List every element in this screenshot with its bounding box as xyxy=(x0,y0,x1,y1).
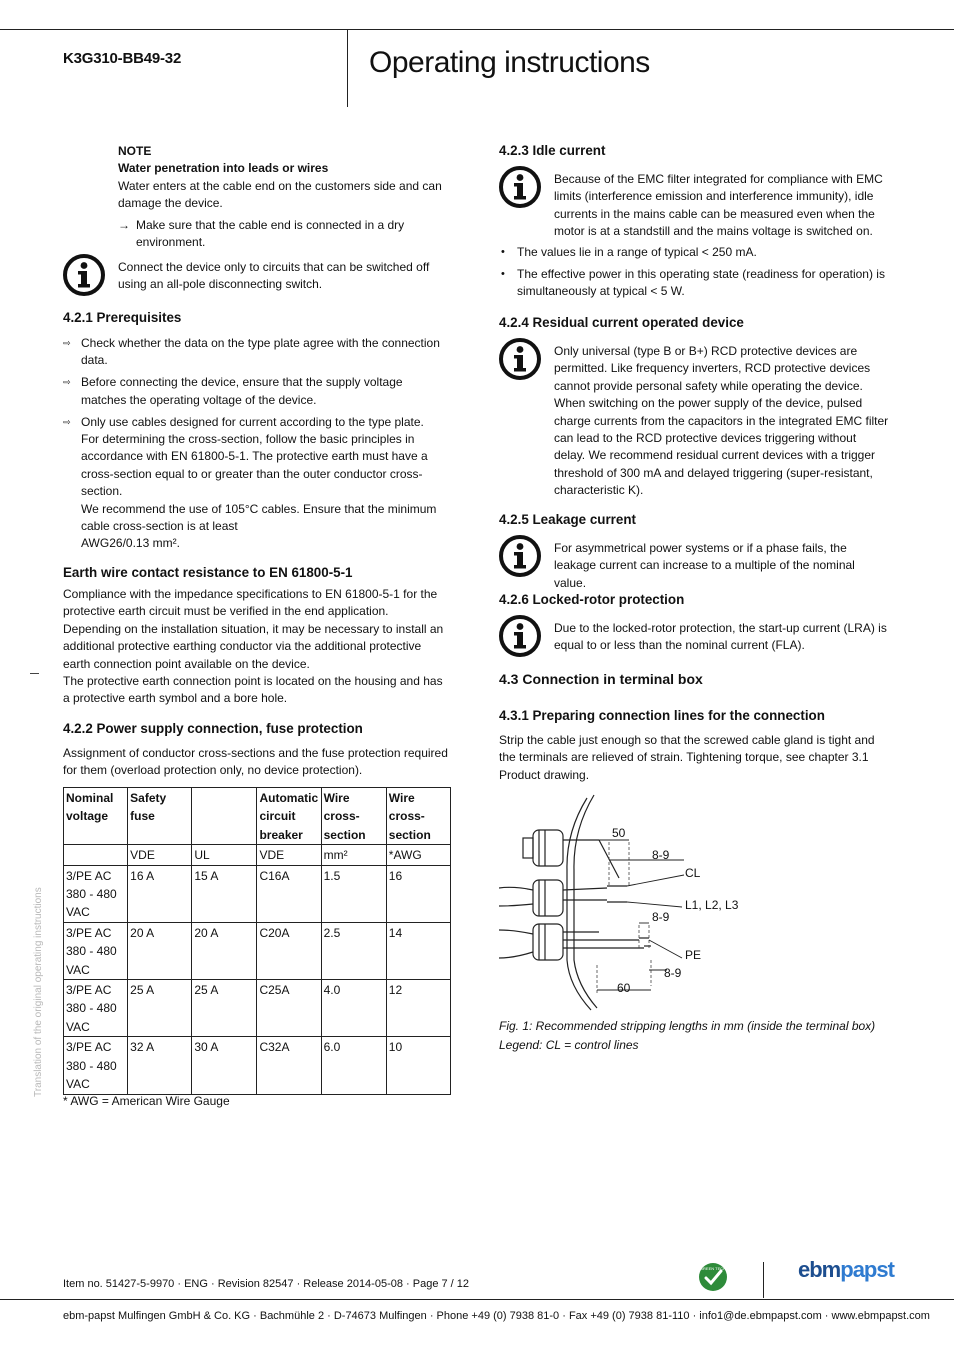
table-header-cell xyxy=(192,788,257,845)
arrow-right-icon: → xyxy=(118,217,130,232)
table-cell: C25A xyxy=(257,980,321,1037)
table-cell: 10 xyxy=(386,1037,450,1094)
prereq-item-3-detail: For determining the cross-section, follow the basic principles in accordance with EN 61800-5-1. The protective earth must have a cross-section equal to or greater than the outer conductor cross-section. xyxy=(81,432,428,499)
table-header-cell: Wire cross-section xyxy=(321,788,386,845)
lock-heading: 4.2.6 Locked-rotor protection xyxy=(499,592,685,607)
table-cell: 3/PE AC 380 - 480 VAC xyxy=(64,980,128,1037)
bullet-dot-icon: • xyxy=(501,267,505,280)
lock-info-text: Due to the locked-rotor protection, the start-up current (LRA) is equal to or less than the nominal current (FLA). xyxy=(554,621,887,653)
cable-gland-1 xyxy=(533,830,563,866)
dim-8-9-label-a: 8-9 xyxy=(652,848,670,862)
cable-gland-3 xyxy=(533,924,563,960)
table-row xyxy=(64,980,451,1037)
earth-paragraph-3: The protective earth connection point is located on the housing and has a protective earth symbol and a bore hole. xyxy=(63,674,443,706)
prereq-item-3-cable: We recommend the use of 105°C cables. Ensure that the minimum cable cross-section is at least xyxy=(81,501,437,534)
table-cell: 30 A xyxy=(192,1037,257,1094)
idle-bullets xyxy=(499,244,891,305)
rcd-info-text: Only universal (type B or B+) RCD protective devices are permitted. Like frequency inverters, RCD protective devices cannot provide personal safety while operating the device. When switching on the power supply of the device, pulsed charge currents from the capacitors in the integrated EMC filter can lead to the RCD protective devices triggering without delay. We recommend residual current devices with a trigger threshold of 300 mA and delayed triggering (super-resistant, characteristic K). xyxy=(554,344,889,498)
note-text: Water enters at the cable end on the customers side and can damage the device. xyxy=(118,178,442,211)
stripping-length-figure xyxy=(499,790,759,1012)
table-cell: 1.5 xyxy=(321,865,386,922)
table-cell: 15 A xyxy=(192,865,257,922)
dim-8-9-label-c: 8-9 xyxy=(664,966,682,980)
table-cell: 2.5 xyxy=(321,922,386,979)
info-icon xyxy=(499,535,541,577)
table-row xyxy=(64,865,451,922)
table-cell xyxy=(64,845,128,865)
table-cell: C20A xyxy=(257,922,321,979)
idle-bullet-2: The effective power in this operating state (readiness for operation) is simultaneously at typical < 5 W. xyxy=(517,266,885,299)
terminal-heading: 4.3 Connection in terminal box xyxy=(499,671,703,687)
table-cell: 20 A xyxy=(128,922,192,979)
earth-heading: Earth wire contact resistance to EN 61800-5-1 xyxy=(63,565,353,580)
table-cell: 16 xyxy=(386,865,450,922)
footer-rule xyxy=(0,1299,954,1300)
model-number: K3G310-BB49-32 xyxy=(63,50,182,67)
idle-bullet-1: The values lie in a range of typical < 250 mA. xyxy=(517,245,757,259)
badge-text: GREEN TECH xyxy=(699,1266,727,1271)
prep-heading: 4.3.1 Preparing connection lines for the connection xyxy=(499,708,825,723)
table-cell: 3/PE AC 380 - 480 VAC xyxy=(64,1037,128,1094)
prereq-item-3: Only use cables designed for current according to the type plate. xyxy=(81,414,424,429)
table-header-row xyxy=(64,788,451,845)
table-header-cell: Wire cross-section xyxy=(386,788,450,845)
table-cell: 3/PE AC 380 - 480 VAC xyxy=(64,865,128,922)
table-cell: 32 A xyxy=(128,1037,192,1094)
dim-60-label: 60 xyxy=(617,981,631,995)
leak-heading: 4.2.5 Leakage current xyxy=(499,512,636,527)
table-cell: VDE xyxy=(257,845,321,865)
table-cell: 25 A xyxy=(192,980,257,1037)
footer-item-line: Item no. 51427-5-9970 · ENG · Revision 82547 · Release 2014-05-08 · Page 7 / 12 xyxy=(63,1278,470,1290)
gland-nut-1 xyxy=(523,838,533,858)
info-icon xyxy=(499,166,541,208)
arrow-bullet-icon: ⇨ xyxy=(63,377,71,388)
list-item xyxy=(63,335,451,370)
table-cell: C16A xyxy=(257,865,321,922)
figure-caption: Fig. 1: Recommended stripping lengths in mm (inside the terminal box) xyxy=(499,1019,876,1033)
table-units-row xyxy=(64,845,451,865)
table-cell: mm² xyxy=(321,845,386,865)
table-row xyxy=(64,1037,451,1094)
info-icon xyxy=(63,254,105,296)
table-cell: VDE xyxy=(128,845,192,865)
footer-address-line: ebm-papst Mulfingen GmbH & Co. KG · Bachmühle 2 · D-74673 Mulfingen · Phone +49 (0) 7938 81-0 · Fax +49 (0) 7938 81-110 · info1@de.ebmpapst.com · www.ebmpapst.com xyxy=(63,1310,930,1322)
label-pe: PE xyxy=(685,948,702,962)
table-cell: 25 A xyxy=(128,980,192,1037)
label-cl: CL xyxy=(685,866,701,880)
dim-50-label: 50 xyxy=(612,826,626,840)
footer-divider xyxy=(763,1262,764,1298)
prereq-item-3-awg: AWG26/0.13 mm². xyxy=(81,536,180,551)
info-allpole-text: Connect the device only to circuits that can be switched off using an all-pole disconnecting switch. xyxy=(118,260,430,292)
earth-paragraph-2: Depending on the installation situation, it may be necessary to install an additional protective earthing conductor via the additional protective earth connection point available on the device. xyxy=(63,621,444,671)
info-icon xyxy=(499,338,541,380)
table-cell: 16 A xyxy=(128,865,192,922)
table-cell: 4.0 xyxy=(321,980,386,1037)
ebmpapst-logo xyxy=(798,1257,894,1282)
prep-text: Strip the cable just enough so that the screwed cable gland is tight and the terminals are relieved of strain. Tightening torque, see chapter 3.1 Product drawing. xyxy=(499,733,875,782)
note-action-text: Make sure that the cable end is connected in a dry environment. xyxy=(136,217,405,250)
figure-legend: Legend: CL = control lines xyxy=(499,1038,639,1052)
prereq-heading: 4.2.1 Prerequisites xyxy=(63,310,182,325)
idle-heading: 4.2.3 Idle current xyxy=(499,143,606,158)
prereq-item-1: Check whether the data on the type plate agree with the connection data. xyxy=(81,336,440,368)
power-text: Assignment of conductor cross-sections and the fuse protection required for them (overload protection only, no device protection). xyxy=(63,746,448,778)
table-cell: 6.0 xyxy=(321,1037,386,1094)
table-row xyxy=(64,922,451,979)
bullet-dot-icon: • xyxy=(501,246,505,258)
awg-note: * AWG = American Wire Gauge xyxy=(63,1094,230,1108)
fuse-table xyxy=(63,787,451,1095)
arrow-bullet-icon: ⇨ xyxy=(63,338,71,348)
table-cell: 14 xyxy=(386,922,450,979)
table-cell: 12 xyxy=(386,980,450,1037)
table-cell: *AWG xyxy=(386,845,450,865)
list-item xyxy=(63,414,451,553)
prereq-item-2: Before connecting the device, ensure that the supply voltage matches the operating voltage of the device. xyxy=(81,375,403,407)
margin-mark xyxy=(30,673,39,674)
leak-info-text: For asymmetrical power systems or if a phase fails, the leakage current can increase to a multiple of the nominal value. xyxy=(554,541,855,590)
translation-note-vertical: Translation of the original operating instructions xyxy=(33,887,44,1097)
cable-gland-2 xyxy=(533,880,563,916)
earth-paragraph-1: Compliance with the impedance specifications to EN 61800-5-1 for the protective earth circuit must be verified in the end application. xyxy=(63,587,438,619)
rcd-heading: 4.2.4 Residual current operated device xyxy=(499,315,744,330)
list-item xyxy=(499,244,891,261)
header-divider xyxy=(347,29,348,107)
list-item xyxy=(63,374,451,409)
table-cell: C32A xyxy=(257,1037,321,1094)
note-heading: Water penetration into leads or wires xyxy=(118,161,329,176)
list-item xyxy=(499,266,891,301)
table-header-cell: Safety fuse xyxy=(128,788,192,845)
power-heading: 4.2.2 Power supply connection, fuse protection xyxy=(63,721,363,736)
table-header-cell: Nominal voltage xyxy=(64,788,128,845)
logo-part-ebm: ebm xyxy=(798,1257,841,1282)
prereq-list xyxy=(63,335,451,557)
housing-wall-line xyxy=(574,795,597,1008)
earth-text xyxy=(63,586,451,708)
table-cell: 20 A xyxy=(192,922,257,979)
green-tech-badge-icon xyxy=(698,1262,728,1292)
table-cell: 3/PE AC 380 - 480 VAC xyxy=(64,922,128,979)
header-top-rule xyxy=(0,29,954,30)
info-icon xyxy=(499,615,541,657)
table-header-cell: Automatic circuit breaker xyxy=(257,788,321,845)
logo-part-papst: papst xyxy=(840,1257,894,1282)
note-action xyxy=(118,217,451,252)
label-l1-l2-l3: L1, L2, L3 xyxy=(685,898,739,912)
note-block xyxy=(118,143,451,251)
note-label: NOTE xyxy=(118,144,152,158)
table-cell: UL xyxy=(192,845,257,865)
arrow-bullet-icon: ⇨ xyxy=(63,416,71,427)
dim-8-9-label-b: 8-9 xyxy=(652,910,670,924)
idle-info-text: Because of the EMC filter integrated for compliance with EMC limits (interference emission and interference immunity), idle currents in the mains cable can be measured even when the motor is at a standstill and the mains voltage is switched on. xyxy=(554,172,883,239)
page-title: Operating instructions xyxy=(369,46,650,79)
